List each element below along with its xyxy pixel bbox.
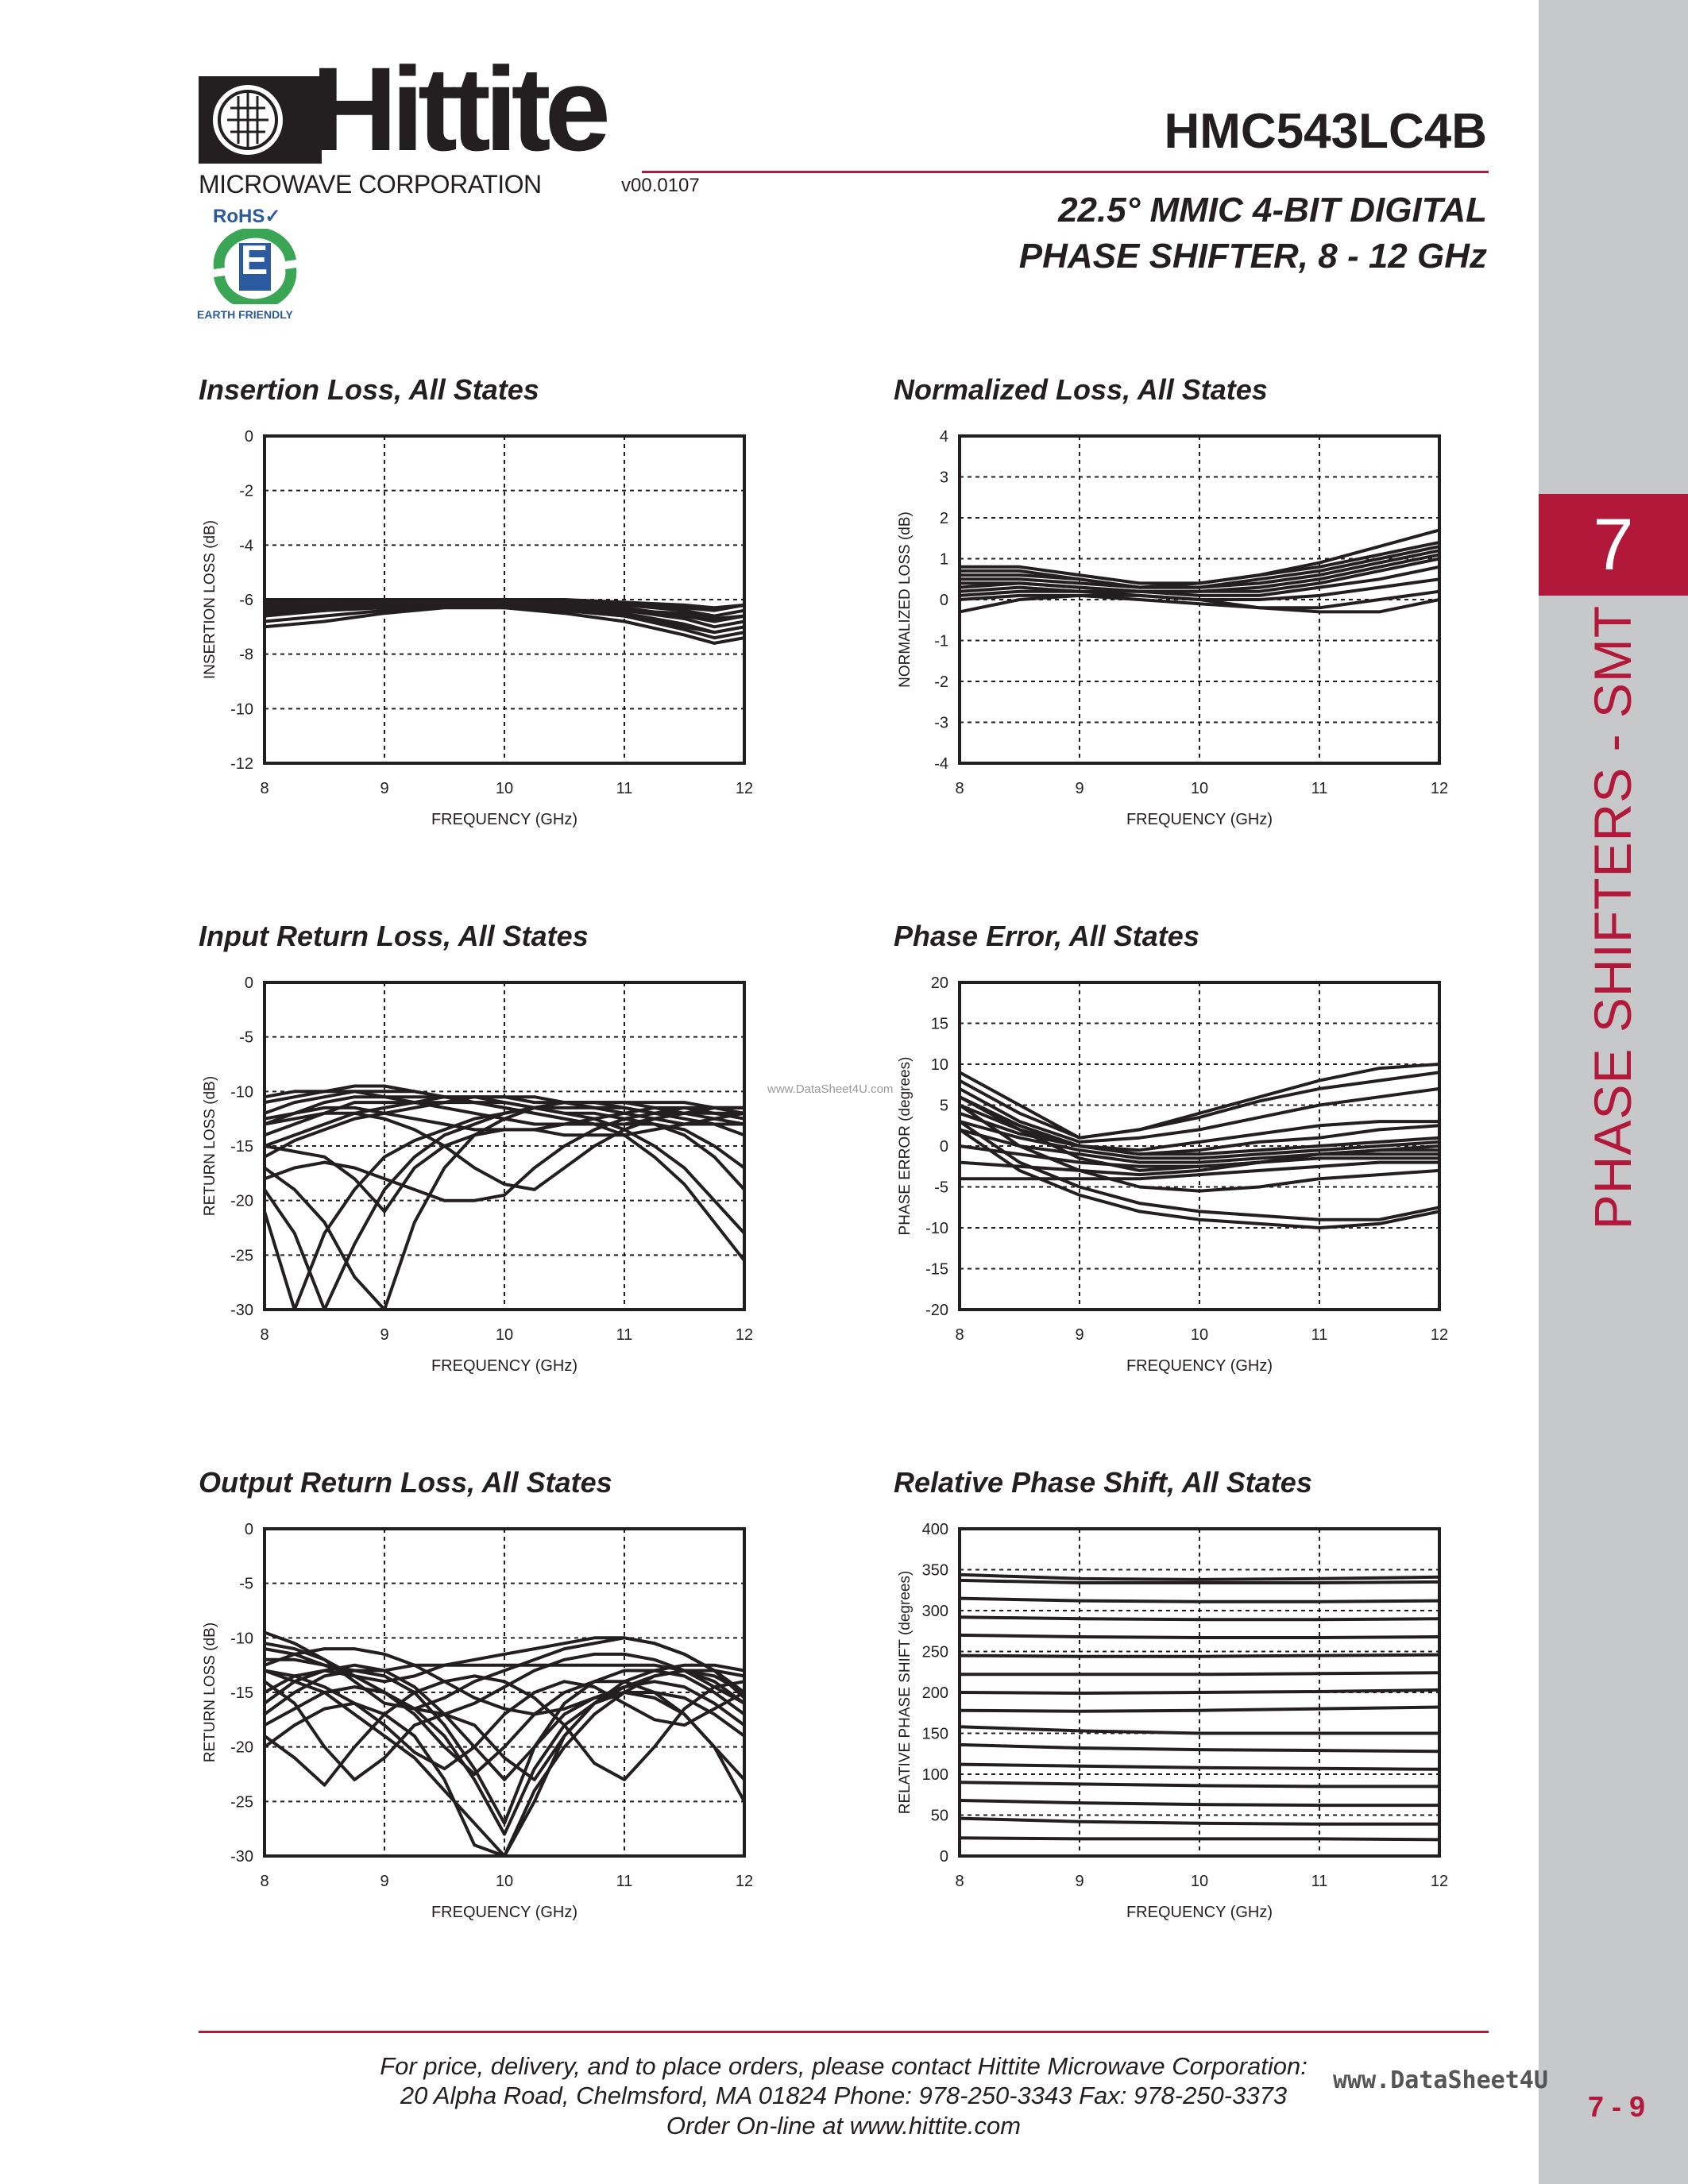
series-line-s0 — [960, 1838, 1439, 1839]
y-tick-label: 10 — [930, 1056, 948, 1074]
y-tick-label: 0 — [244, 974, 253, 992]
y-tick-label: 4 — [939, 428, 948, 446]
x-tick-label: 12 — [735, 1873, 754, 1890]
chart-title-phase-error: Phase Error, All States — [894, 920, 1199, 952]
x-tick-label: 8 — [260, 780, 269, 797]
section-label-text: PHASE SHIFTERS - SMT — [1583, 604, 1642, 1230]
y-tick-label: 0 — [939, 1138, 948, 1156]
series-line-s7 — [960, 1707, 1439, 1711]
y-axis-label: NORMALIZED LOSS (dB) — [897, 511, 914, 688]
x-axis-label: FREQUENCY (GHz) — [1126, 1357, 1273, 1375]
x-axis-label: FREQUENCY (GHz) — [431, 1904, 578, 1921]
y-tick-label: -15 — [230, 1684, 253, 1702]
y-tick-label: 0 — [244, 428, 253, 446]
y-tick-label: -10 — [230, 1083, 253, 1102]
y-tick-label: -6 — [239, 592, 253, 609]
y-tick-label: 5 — [939, 1097, 948, 1115]
y-tick-label: 15 — [930, 1015, 948, 1033]
footer-order-line: Order On-line at www.hittite.com — [666, 2112, 1022, 2140]
y-tick-label: 1 — [939, 550, 948, 569]
y-tick-label: 0 — [244, 1521, 253, 1538]
insertion-loss-chart — [202, 428, 754, 828]
y-tick-label: 350 — [921, 1561, 948, 1580]
y-tick-label: -20 — [230, 1738, 253, 1757]
series-line-s1 — [960, 1819, 1439, 1824]
watermark-text: www.DataSheet4U.com — [767, 1082, 894, 1096]
x-tick-label: 8 — [955, 780, 964, 797]
series-line-s9 — [960, 1673, 1439, 1674]
x-tick-label: 9 — [380, 1326, 389, 1344]
y-tick-label: 2 — [939, 510, 948, 527]
y-axis-label: RETURN LOSS (dB) — [202, 1622, 218, 1763]
rohs-label: RoHS — [213, 206, 265, 227]
x-tick-label: 11 — [616, 1326, 633, 1344]
y-tick-label: -10 — [925, 1220, 948, 1237]
x-tick-label: 8 — [955, 1326, 964, 1344]
y-tick-label: -5 — [239, 1575, 253, 1593]
x-tick-label: 12 — [735, 780, 754, 797]
logo-wordmark: Hittite — [311, 42, 605, 176]
x-tick-label: 10 — [495, 1326, 514, 1344]
document-version: v00.0107 — [621, 175, 700, 196]
footer-divider — [199, 2031, 1489, 2033]
relative-phase-shift-chart — [897, 1521, 1449, 1921]
y-tick-label: -20 — [925, 1302, 948, 1319]
x-tick-label: 12 — [735, 1326, 754, 1344]
normalized-loss-chart — [897, 428, 1449, 828]
chart-title-insertion-loss: Insertion Loss, All States — [199, 373, 539, 406]
y-tick-label: -4 — [239, 537, 253, 555]
y-tick-label: 3 — [939, 469, 948, 487]
y-tick-label: 0 — [939, 1848, 948, 1866]
x-tick-label: 10 — [495, 780, 514, 797]
page-number: 7 - 9 — [1587, 2090, 1646, 2123]
part-number: HMC543LC4B — [1164, 104, 1487, 159]
y-axis-label: RETURN LOSS (dB) — [202, 1075, 218, 1217]
chart-title-relative-phase-shift: Relative Phase Shift, All States — [894, 1466, 1312, 1499]
chart-title-normalized-loss: Normalized Loss, All States — [894, 373, 1268, 406]
x-tick-label: 10 — [495, 1873, 514, 1890]
x-tick-label: 8 — [260, 1326, 269, 1344]
x-axis-label: FREQUENCY (GHz) — [431, 1357, 578, 1375]
y-tick-label: 100 — [921, 1766, 948, 1784]
y-tick-label: -10 — [230, 1630, 253, 1648]
x-tick-label: 12 — [1430, 1873, 1449, 1890]
y-tick-label: -12 — [230, 755, 253, 773]
x-tick-label: 12 — [1430, 780, 1449, 797]
y-tick-label: 300 — [921, 1603, 948, 1620]
rohs-check-icon: ✓ — [265, 206, 281, 227]
y-tick-label: -10 — [230, 700, 253, 719]
y-tick-label: -20 — [230, 1192, 253, 1210]
section-number-tab: 7 — [1539, 494, 1688, 596]
y-tick-label: -25 — [230, 1793, 253, 1812]
y-tick-label: 20 — [930, 974, 948, 992]
y-tick-label: -30 — [230, 1302, 253, 1319]
y-tick-label: -30 — [230, 1848, 253, 1866]
footer-contact-line: For price, delivery, and to place orders, please contact Hittite Microwave Corporation: — [380, 2052, 1308, 2080]
y-axis-label: INSERTION LOSS (dB) — [202, 519, 218, 680]
x-tick-label: 11 — [1311, 780, 1328, 797]
hittite-logo-emblem — [199, 76, 322, 164]
x-tick-label: 10 — [1190, 1326, 1209, 1344]
x-tick-label: 9 — [380, 780, 389, 797]
rohs-earth-friendly-badge — [191, 205, 318, 324]
x-tick-label: 11 — [1311, 1326, 1328, 1344]
y-tick-label: -1 — [934, 632, 948, 650]
y-tick-label: -5 — [934, 1179, 948, 1197]
product-subtitle-line1: 22.5° MMIC 4-BIT DIGITAL — [1058, 191, 1487, 230]
series-line-s4 — [960, 1765, 1439, 1769]
footer-watermark: www.DataSheet4U — [1333, 2066, 1548, 2094]
y-tick-label: 50 — [930, 1807, 948, 1825]
y-tick-label: -4 — [934, 755, 948, 773]
x-axis-label: FREQUENCY (GHz) — [1126, 1904, 1273, 1921]
y-tick-label: -5 — [239, 1028, 253, 1047]
y-tick-label: 250 — [921, 1643, 948, 1661]
series-line-s10 — [960, 1655, 1439, 1657]
logo-subtitle: MICROWAVE CORPORATION — [199, 170, 542, 199]
input-return-loss-chart — [202, 974, 754, 1375]
badge-caption: EARTH FRIENDLY — [197, 308, 293, 321]
x-tick-label: 9 — [1075, 1873, 1084, 1890]
y-axis-label: RELATIVE PHASE SHIFT (degrees) — [897, 1570, 914, 1815]
x-tick-label: 9 — [1075, 1326, 1084, 1344]
y-axis-label: PHASE ERROR (degrees) — [897, 1056, 914, 1236]
footer-address-line: 20 Alpha Road, Chelmsford, MA 01824 Phone: 978-250-3343 Fax: 978-250-3373 — [400, 2082, 1288, 2109]
x-tick-label: 11 — [616, 780, 633, 797]
x-axis-label: FREQUENCY (GHz) — [1126, 811, 1273, 828]
x-tick-label: 9 — [1075, 780, 1084, 797]
header-divider — [642, 171, 1489, 173]
chart-title-output-return-loss: Output Return Loss, All States — [199, 1466, 612, 1499]
series-line-s13 — [960, 1599, 1439, 1602]
y-tick-label: -15 — [230, 1138, 253, 1156]
y-tick-label: 200 — [921, 1684, 948, 1702]
badge-letter: E — [240, 237, 268, 284]
chart-title-input-return-loss: Input Return Loss, All States — [199, 920, 589, 952]
x-tick-label: 10 — [1190, 1873, 1209, 1890]
y-tick-label: -2 — [934, 673, 948, 691]
y-tick-label: -2 — [239, 482, 253, 500]
x-axis-label: FREQUENCY (GHz) — [431, 811, 578, 828]
x-tick-label: 9 — [380, 1873, 389, 1890]
phase-error-chart — [897, 974, 1449, 1375]
x-tick-label: 10 — [1190, 780, 1209, 797]
y-tick-label: -8 — [239, 646, 253, 664]
y-tick-label: 400 — [921, 1521, 948, 1538]
y-tick-label: 150 — [921, 1725, 948, 1743]
section-label — [1549, 604, 1676, 1230]
y-tick-label: -3 — [934, 714, 948, 732]
product-subtitle-line2: PHASE SHIFTER, 8 - 12 GHz — [1018, 237, 1487, 276]
x-tick-label: 11 — [1311, 1873, 1328, 1890]
x-tick-label: 8 — [260, 1873, 269, 1890]
y-tick-label: -25 — [230, 1247, 253, 1265]
y-tick-label: 0 — [939, 592, 948, 609]
x-tick-label: 12 — [1430, 1326, 1449, 1344]
x-tick-label: 11 — [616, 1873, 633, 1890]
y-tick-label: -15 — [925, 1260, 948, 1279]
x-tick-label: 8 — [955, 1873, 964, 1890]
output-return-loss-chart — [202, 1521, 754, 1921]
